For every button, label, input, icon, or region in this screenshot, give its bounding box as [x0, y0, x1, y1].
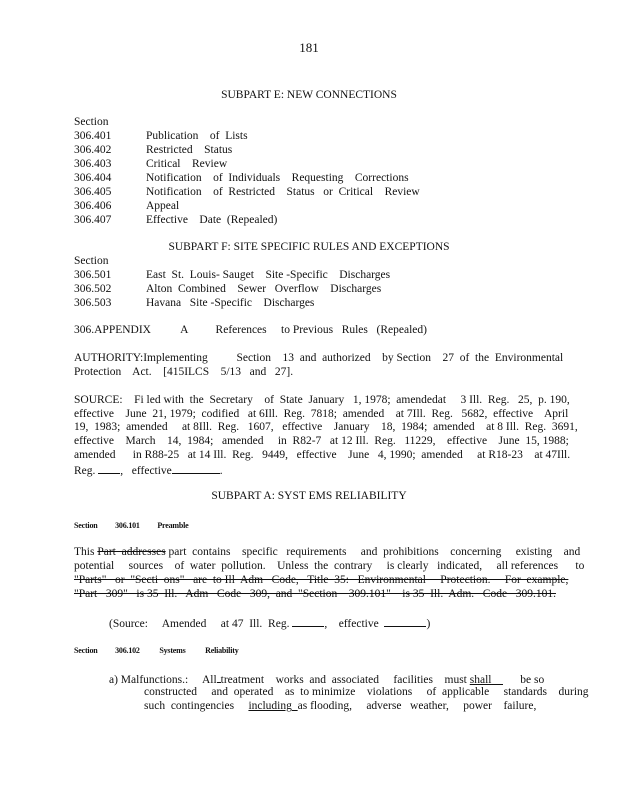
- preamble-line-3-deleted: "Parts" or "Secti ons" are to Ill Adm Code, Title 35: Environmental Protection. For example,: [74, 574, 569, 586]
- appendix-number: 306.APPENDIX: [74, 324, 151, 336]
- toc-section-title: East St. Louis- Sauget Site -Specific Discharges: [146, 269, 391, 281]
- section-title: Preamble: [157, 521, 189, 530]
- toc-entry: [74, 269, 390, 281]
- toc-section-number: 306.501: [74, 269, 112, 281]
- toc-section-title: Alton Combined Sewer Overflow Discharges: [146, 283, 382, 295]
- toc-section-title: Publication of Lists: [146, 130, 248, 142]
- page-number: 181: [299, 40, 319, 55]
- toc-entry: [74, 283, 381, 295]
- section-number: 306.101: [115, 521, 140, 530]
- malfunctions-line-3-rest: as flooding, adverse weather, power failure,: [297, 700, 537, 712]
- subpart-e-heading: SUBPART E: NEW CONNECTIONS: [221, 89, 397, 101]
- toc-section-number: 306.402: [74, 144, 112, 156]
- malfunctions-label: a) Malfunctions.: All: [109, 674, 217, 686]
- source-line-5: amended in R88-25 at 14 Ill. Reg. 9449, effective June 4, 1990; amended at R18-23 at 47Ill.: [74, 449, 571, 461]
- section-title-reliability: Reliability: [205, 646, 239, 655]
- blank-note-reg: [292, 616, 324, 627]
- source-note-effective: , effective: [324, 618, 379, 630]
- toc-section-title: Effective Date (Repealed): [146, 214, 278, 226]
- preamble-line-1-rest: part contains specific requirements and prohibitions concerning existing and: [165, 546, 581, 558]
- toc-section-title: Havana Site -Specific Discharges: [146, 297, 315, 309]
- subpart-e-section-label: Section: [74, 116, 109, 128]
- toc-section-title: Notification of Individuals Requesting Corrections: [146, 172, 409, 184]
- appendix-title: References to Previous Rules (Repealed): [215, 324, 427, 336]
- toc-entry: [74, 200, 179, 212]
- source-line-6: [74, 463, 223, 477]
- toc-entry: [74, 214, 277, 226]
- authority-line-2: Protection Act. [415ILCS 5/13 and 27].: [74, 366, 294, 378]
- source-period: .: [219, 465, 223, 477]
- section-label: Section: [74, 646, 98, 655]
- preamble-word-this: This: [74, 546, 95, 558]
- toc-section-number: 306.407: [74, 214, 112, 226]
- source-reg-label: Reg.: [74, 465, 96, 477]
- subpart-f-heading: SUBPART F: SITE SPECIFIC RULES AND EXCEPTIONS: [168, 241, 450, 253]
- toc-entry: [74, 297, 314, 309]
- toc-entry: [74, 172, 409, 184]
- source-line-4: effective March 14, 1984; amended in R82-7 at 12 Ill. Reg. 11229, effective June 15, 1988;: [74, 435, 569, 447]
- inserted-shall: shall: [469, 674, 492, 686]
- source-line-3: 19, 1983; amended at 8Ill. Reg. 1607, effective January 18, 1984; amended at 8 Ill. Reg. 3691,: [74, 421, 578, 433]
- malfunctions-line-1: [109, 672, 544, 686]
- source-line-2: effective June 21, 1979; codified at 6Ill. Reg. 7818; amended at 7Ill. Reg. 5682, effective April: [74, 408, 569, 420]
- toc-section-number: 306.503: [74, 297, 112, 309]
- malfunctions-line-1-text: treatment works and associated facilities must: [220, 674, 467, 686]
- source-note-close: ): [426, 618, 431, 630]
- toc-section-number: 306.403: [74, 158, 112, 170]
- inserted-including: including: [248, 700, 292, 712]
- subpart-f-section-label: Section: [74, 255, 109, 267]
- section-306-102-heading: [74, 646, 239, 655]
- toc-section-number: 306.404: [74, 172, 112, 184]
- preamble-deleted-text: Part addresses: [97, 546, 166, 558]
- toc-section-title: Notification of Restricted Status or Critical Review: [146, 186, 420, 198]
- malfunctions-line-2: constructed and operated as to minimize violations of applicable standards during: [144, 686, 589, 698]
- toc-section-number: 306.405: [74, 186, 112, 198]
- malfunctions-line-3: [144, 700, 536, 712]
- source-line-1: SOURCE: Fi led with the Secretary of State January 1, 1978; amendedat 3 Ill. Reg. 25, p. 190,: [74, 394, 570, 406]
- subpart-a-heading: SUBPART A: SYST EMS RELIABILITY: [211, 490, 407, 502]
- blank-note-date: [384, 616, 426, 627]
- toc-section-title: Restricted Status: [146, 144, 233, 156]
- toc-entry: [74, 186, 420, 198]
- malfunctions-be-so: be so: [520, 674, 545, 686]
- authority-line-1: AUTHORITY:Implementing Section 13 and authorized by Section 27 of the Environmental: [74, 352, 564, 364]
- toc-section-title: Appeal: [146, 200, 180, 212]
- appendix-letter: A: [180, 324, 188, 336]
- source-effective-label: , effective: [120, 465, 172, 477]
- source-note-text: (Source: Amended at 47 Ill. Reg.: [109, 618, 290, 630]
- preamble-line-1: [74, 546, 581, 558]
- appendix-entry: [74, 324, 427, 336]
- section-label: Section: [74, 521, 98, 530]
- toc-section-number: 306.406: [74, 200, 112, 212]
- blank-effective-date: [172, 463, 220, 474]
- toc-section-title: Critical Review: [146, 158, 228, 170]
- preamble-line-2: potential sources of water pollution. Unless the contrary is clearly indicated, all references to: [74, 560, 585, 572]
- source-note: [109, 616, 430, 630]
- section-number: 306.102: [115, 646, 140, 655]
- section-title-systems: Systems: [159, 646, 186, 655]
- section-306-101-heading: [74, 521, 189, 530]
- toc-section-number: 306.401: [74, 130, 112, 142]
- blank-reg-number: [98, 463, 120, 474]
- malfunctions-contingencies: such contingencies: [144, 700, 235, 712]
- toc-section-number: 306.502: [74, 283, 112, 295]
- preamble-line-4-deleted: "Part 309" is 35 Ill. Adm Code 309, and "Section 309.101" is 35 Ill. Adm. Code 309.101.: [74, 588, 556, 600]
- toc-entry: [74, 158, 227, 170]
- toc-entry: [74, 144, 232, 156]
- toc-entry: [74, 130, 248, 142]
